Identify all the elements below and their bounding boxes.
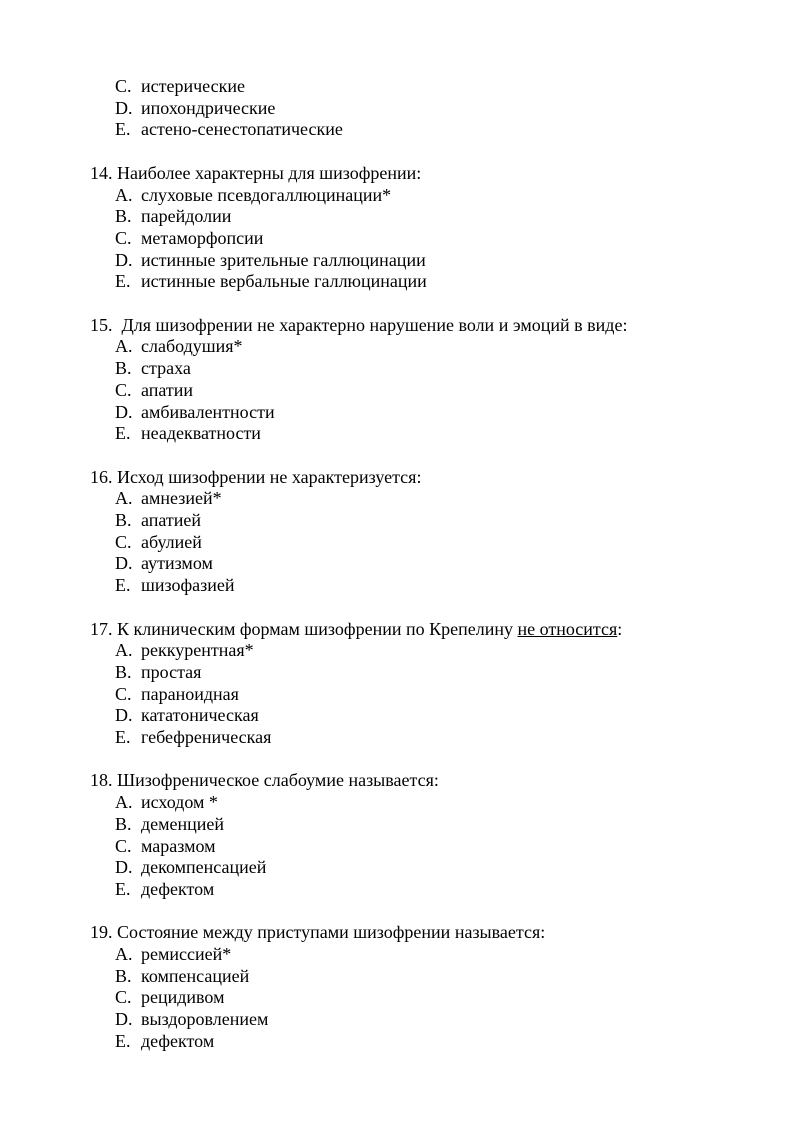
answer-option [115,987,800,1009]
answer-option [115,98,800,120]
option-letter: C. [115,76,132,96]
question-number: 19. [90,922,113,943]
answer-option [115,228,800,250]
question-18 [0,770,800,900]
option-list [0,185,800,294]
option-text: амбивалентности [141,401,275,422]
answer-option [115,271,800,293]
option-text: слуховые псевдогаллюцинации* [141,184,392,205]
option-letter: A. [115,944,133,965]
question-14 [0,163,800,293]
question-number: 17. [90,618,113,639]
question-prompt: Шизофреническое слабоумие называется: [117,770,439,791]
question-17 [0,619,800,749]
question-prompt-end: : [617,618,623,639]
option-letter: E. [115,575,131,596]
option-text: простая [141,661,202,682]
answer-option [115,836,800,858]
option-text: парейдолии [141,206,232,227]
question-13-continuation [0,76,800,141]
answer-option [115,380,800,402]
option-text: истинные вербальные галлюцинации [141,271,427,292]
answer-option [115,640,800,662]
option-letter: D. [115,857,133,878]
option-letter: E. [115,271,131,292]
option-text: апатии [141,379,194,400]
option-letter: B. [115,965,132,986]
option-text: истинные зрительные галлюцинации [141,249,426,270]
question-text [90,163,800,185]
question-text [90,619,800,641]
option-list [0,336,800,445]
answer-option [115,705,800,727]
option-list [0,944,800,1053]
option-text: параноидная [141,683,239,704]
question-text [90,467,800,489]
option-text: истерические [141,76,245,96]
question-prompt: Для шизофрении не характерно нарушение воли и эмоций в виде: [117,314,628,335]
question-text [90,922,800,944]
answer-option [115,250,800,272]
option-text: кататоническая [141,705,259,726]
document-page [0,76,800,1074]
question-15 [0,315,800,445]
option-text: выздоровлением [141,1009,269,1030]
option-list [0,488,800,597]
option-text: ремиссией* [141,944,232,965]
answer-option [115,488,800,510]
answer-option [115,727,800,749]
answer-option [115,684,800,706]
answer-option [115,575,800,597]
option-letter: D. [115,401,133,422]
answer-option [115,206,800,228]
answer-option [115,423,800,445]
option-letter: E. [115,423,131,444]
option-letter: A. [115,184,133,205]
option-letter: C. [115,987,132,1008]
answer-option [115,119,800,141]
option-text: астено-сенестопатические [141,119,343,140]
option-letter: C. [115,835,132,856]
option-text: исходом * [141,792,218,813]
answer-option [115,358,800,380]
option-letter: C. [115,531,132,552]
option-letter: B. [115,813,132,834]
answer-option [115,510,800,532]
option-text: реккурентная* [141,640,254,661]
answer-option [115,662,800,684]
option-text: неадекватности [141,423,261,444]
option-letter: E. [115,119,131,140]
option-letter: B. [115,358,132,379]
answer-option [115,553,800,575]
option-letter: B. [115,661,132,682]
option-text: амнезией* [141,488,222,509]
question-19 [0,922,800,1052]
option-text: дефектом [141,878,215,899]
option-text: слабодушия* [141,336,243,357]
option-text: декомпенсацией [141,857,267,878]
answer-option [115,857,800,879]
option-text: страха [141,358,191,379]
option-list [0,792,800,901]
answer-option [115,966,800,988]
option-text: шизофазией [141,575,235,596]
option-letter: B. [115,206,132,227]
answer-option [115,1031,800,1053]
answer-option [115,792,800,814]
option-letter: D. [115,1009,133,1030]
question-text [90,770,800,792]
option-text: деменцией [141,813,225,834]
option-letter: C. [115,227,132,248]
option-text: аутизмом [141,553,213,574]
option-letter: E. [115,1030,131,1051]
underlined-emphasis: не относится [517,618,618,639]
option-letter: A. [115,488,133,509]
answer-option [115,1009,800,1031]
answer-option [115,76,800,98]
answer-option [115,944,800,966]
answer-option [115,814,800,836]
option-text: гебефреническая [141,727,272,748]
question-16 [0,467,800,597]
option-list [0,76,800,141]
question-number: 16. [90,466,113,487]
option-letter: D. [115,705,133,726]
answer-option [115,532,800,554]
option-letter: A. [115,640,133,661]
option-text: рецидивом [141,987,225,1008]
option-text: ипохондрические [141,97,276,118]
answer-option [115,402,800,424]
option-letter: E. [115,727,131,748]
option-letter: D. [115,249,133,270]
option-letter: B. [115,510,132,531]
option-text: компенсацией [141,965,250,986]
option-text: дефектом [141,1030,215,1051]
option-list [0,640,800,749]
option-letter: A. [115,792,133,813]
option-letter: C. [115,683,132,704]
question-number: 14. [90,162,113,183]
option-text: маразмом [141,835,216,856]
option-letter: A. [115,336,133,357]
option-letter: D. [115,553,133,574]
option-text: метаморфопсии [141,227,264,248]
option-text: апатией [141,510,202,531]
question-number: 15. [90,314,113,335]
option-letter: C. [115,379,132,400]
option-letter: D. [115,97,133,118]
question-prompt: К клиническим формам шизофрении по Крепелину [117,618,518,639]
question-text [90,315,800,337]
answer-option [115,336,800,358]
answer-option [115,879,800,901]
question-prompt: Состояние между приступами шизофрении называется: [117,922,546,943]
question-prompt: Наиболее характерны для шизофрении: [117,162,422,183]
question-prompt: Исход шизофрении не характеризуется: [117,466,422,487]
question-number: 18. [90,770,113,791]
option-letter: E. [115,878,131,899]
answer-option [115,185,800,207]
option-text: абулией [141,531,202,552]
